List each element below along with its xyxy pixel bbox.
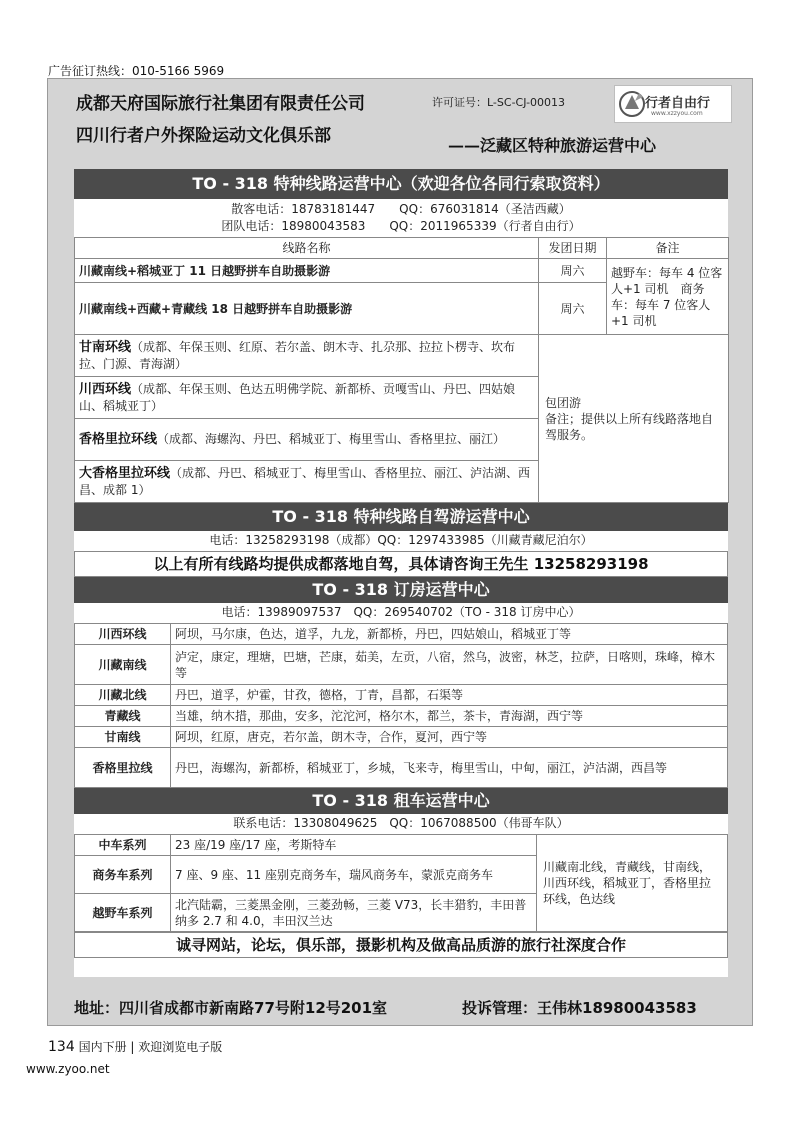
hotel-route-name: 甘南线: [75, 727, 171, 748]
loop-route: [75, 335, 539, 377]
selfdrive-notice: 以上有所有线路均提供成都落地自驾，具体请咨询王先生 13258293198: [74, 551, 728, 577]
vehicle-type: 越野车系列: [75, 894, 171, 932]
section-label: 国内下册 | 欢迎浏览电子版: [78, 1040, 223, 1054]
rental-title: TO - 318 租车运营中心: [74, 788, 728, 814]
hotel-route-name: 川西环线: [75, 624, 171, 645]
content-panel: [74, 169, 728, 977]
page-number: 134: [48, 1039, 75, 1055]
special-phone-1: 散客电话：18783181447 QQ：676031814（圣洁西藏）: [74, 199, 728, 218]
loop-name: 川西环线: [79, 382, 132, 397]
charter-note: [539, 335, 729, 503]
loop-route: [75, 461, 539, 503]
license-number: 许可证号：L-SC-CJ-00013: [432, 96, 566, 109]
loop-route: [75, 377, 539, 419]
cooperation-notice: 诚寻网站，论坛，俱乐部，摄影机构及做高品质游的旅行社深度合作: [74, 932, 728, 958]
vehicle-type: 商务车系列: [75, 856, 171, 894]
loop-desc: （成都、年保玉则、红原、若尔盖、朗木寺、扎尕那、拉拉卜楞寺、坎布拉、门源、青海湖）: [79, 340, 516, 371]
table-row: [75, 624, 728, 645]
hotel-towns: 丹巴，海螺沟，新都桥，稻城亚丁，乡城，飞来寺，梅里雪山，中甸，丽江，泸沽湖，西昌等: [171, 748, 728, 788]
site-url: www.zyoo.net: [26, 1062, 110, 1076]
col-route-name: 线路名称: [75, 238, 539, 259]
rental-table: [74, 834, 728, 932]
table-row: [75, 835, 728, 856]
company-name-2: 四川行者户外探险运动文化俱乐部: [76, 126, 331, 146]
hotel-towns: 当雄，纳木措，那曲，安多，沱沱河，格尔木，都兰，茶卡，青海湖，西宁等: [171, 706, 728, 727]
table-row: [75, 645, 728, 685]
hotel-towns: 丹巴，道孚，炉霍，甘孜，德格，丁青，昌都，石渠等: [171, 685, 728, 706]
vehicle-type: 中车系列: [75, 835, 171, 856]
col-remark: 备注: [607, 238, 729, 259]
loop-desc: （成都、丹巴、稻城亚丁、梅里雪山、香格里拉、丽江、泸沽湖、西昌、成都 1）: [79, 466, 531, 497]
table-row: [75, 727, 728, 748]
loop-desc: （成都、海螺沟、丹巴、稻城亚丁、梅里雪山、香格里拉、丽江）: [157, 432, 506, 446]
charter-label: 包团游: [545, 395, 582, 410]
rental-routes: 川藏南北线，青藏线，甘南线，川西环线，稻城亚丁，香格里拉环线，色达线: [537, 835, 728, 932]
hotel-phone: 电话：13989097537 QQ：269540702（TO - 318 订房中心）: [74, 603, 728, 623]
complaint-contact: 投诉管理：王伟林18980043583: [462, 999, 697, 1017]
travel-ad: [47, 78, 753, 1026]
route-day: 周六: [539, 283, 607, 335]
vehicle-note: 越野车：每车 4 位客人+1 司机 商务车：每车 7 位客人+1 司机: [607, 259, 729, 335]
hotel-towns: 泸定，康定，理塘，巴塘，芒康，茹美，左贡，八宿，然乌，波密，林芝，拉萨，日喀则，珠峰，樟木等: [171, 645, 728, 685]
table-row: [75, 748, 728, 788]
route-name: 川藏南线+西藏+青藏线 18 日越野拼车自助摄影游: [75, 283, 539, 335]
table-header-row: [75, 238, 729, 259]
logo-url: www.xzzyou.com: [651, 110, 703, 117]
table-row: [75, 685, 728, 706]
company-address: 地址：四川省成都市新南路77号附12号201室: [74, 999, 388, 1017]
ad-hotline: 广告征订热线：010-5166 5969: [48, 64, 225, 78]
loop-route: [75, 419, 539, 461]
company-name-1: 成都天府国际旅行社集团有限责任公司: [76, 94, 365, 114]
hotel-towns: 阿坝，马尔康，色达，道孚，九龙，新都桥，丹巴，四姑娘山，稻城亚丁等: [171, 624, 728, 645]
hotel-route-name: 青藏线: [75, 706, 171, 727]
logo-text: 行者自由行: [645, 96, 711, 111]
selfdrive-phone: 电话：13258293198（成都）QQ：1297433985（川藏青藏尼泊尔）: [74, 531, 728, 551]
rental-phone: 联系电话：13308049625 QQ：1067088500（伟哥车队）: [74, 814, 728, 834]
brand-logo: [614, 85, 732, 123]
table-row: [75, 706, 728, 727]
hotel-route-name: 川藏北线: [75, 685, 171, 706]
hotel-table: [74, 623, 728, 788]
route-name: 川藏南线+稻城亚丁 11 日越野拼车自助摄影游: [75, 259, 539, 283]
route-day: 周六: [539, 259, 607, 283]
vehicle-models: 北汽陆霸，三菱黑金刚，三菱劲畅，三菱 V73，长丰猎豹，丰田普纳多 2.7 和 4.0，丰田汉兰达: [171, 894, 537, 932]
loop-name: 香格里拉环线: [79, 432, 158, 447]
charter-desc: 备注；提供以上所有线路落地自驾服务。: [545, 411, 714, 442]
table-row: [75, 259, 729, 283]
hotel-route-name: 川藏南线: [75, 645, 171, 685]
selfdrive-title: TO - 318 特种线路自驾游运营中心: [74, 503, 728, 531]
col-departure: 发团日期: [539, 238, 607, 259]
hotel-title: TO - 318 订房运营中心: [74, 577, 728, 603]
hotel-route-name: 香格里拉线: [75, 748, 171, 788]
loop-name: 甘南环线: [79, 340, 132, 355]
vehicle-models: 7 座、9 座、11 座别克商务车，瑞风商务车，蒙派克商务车: [171, 856, 537, 894]
special-phone-2: 团队电话：18980043583 QQ：2011965339（行者自由行）: [74, 218, 728, 237]
hiker-logo-icon: [619, 89, 645, 119]
hotel-towns: 阿坝，红原，唐克，若尔盖，朗木寺，合作，夏河，西宁等: [171, 727, 728, 748]
table-row: [75, 335, 729, 377]
special-center-title: TO - 318 特种线路运营中心（欢迎各位各同行索取资料）: [74, 169, 728, 199]
loop-name: 大香格里拉环线: [79, 466, 171, 481]
special-routes-table: [74, 237, 729, 503]
loop-desc: （成都、年保玉则、色达五明佛学院、新都桥、贡嘎雪山、丹巴、四姑娘山、稻城亚丁）: [79, 382, 516, 413]
page-footer: [48, 1038, 222, 1055]
vehicle-models: 23 座/19 座/17 座，考斯特车: [171, 835, 537, 856]
ad-header: [48, 79, 752, 159]
slogan: ——泛藏区特种旅游运营中心: [448, 136, 657, 155]
